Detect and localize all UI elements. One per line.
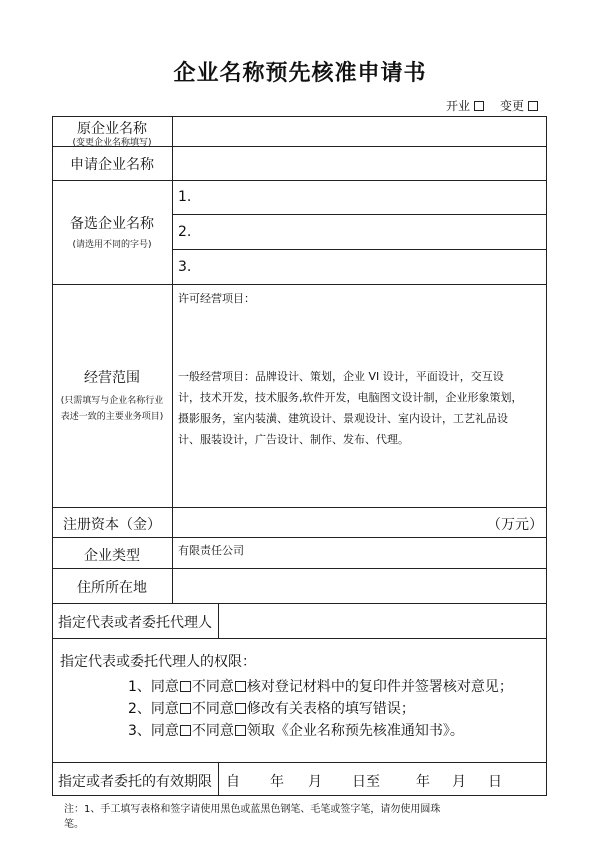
validity-day-2: 日: [488, 774, 502, 790]
change-choice[interactable]: [500, 97, 538, 114]
scope-note-line1: (只需填写与企业名称行业: [60, 396, 164, 406]
validity-day-to: 日至: [352, 774, 380, 790]
capital-unit: （万元）: [487, 517, 543, 533]
validity-from: 自: [226, 774, 240, 790]
alt-names-label: 备选企业名称: [70, 216, 154, 232]
alt-name-field-1[interactable]: 1.: [178, 189, 192, 205]
alt-name-field-2[interactable]: 2.: [178, 224, 192, 240]
licensed-items-label: 许可经营项目：: [178, 292, 255, 305]
agent-label: 指定代表或者委托代理人: [58, 615, 212, 631]
authority-item-3: 3、同意 不同意 领取《企业名称预先核准通知书》。: [128, 723, 464, 739]
scope-note-line2: 表述一致的主要业务项目): [60, 412, 164, 422]
validity-year-1: 年: [270, 774, 284, 790]
company-type-label: 企业类型: [84, 548, 140, 564]
open-choice[interactable]: [446, 97, 484, 114]
open-label: 开业: [446, 99, 471, 113]
original-name-note: (变更企业名称填写): [72, 138, 152, 148]
footnote-line1: 注：1、手工填写表格和签字请使用黑色或蓝黑色钢笔、毛笔或签字笔，请勿使用圆珠: [64, 804, 441, 815]
validity-field[interactable]: [219, 763, 545, 794]
change-label: 变更: [500, 99, 525, 113]
apply-name-field[interactable]: [173, 147, 545, 179]
open-checkbox[interactable]: [474, 101, 484, 111]
scope-label: 经营范围: [84, 370, 140, 386]
validity-month-2: 月: [452, 774, 466, 790]
original-name-field[interactable]: [173, 117, 545, 145]
agree-checkbox-3[interactable]: [180, 725, 191, 736]
company-type-value[interactable]: 有限责任公司: [178, 544, 244, 557]
authority-heading: 指定代表或委托代理人的权限：: [60, 654, 256, 670]
general-items-line1: 一般经营项目：品牌设计、策划，企业 VI 设计，平面设计，交互设: [178, 370, 504, 383]
disagree-checkbox-1[interactable]: [235, 681, 246, 692]
validity-month-1: 月: [308, 774, 322, 790]
validity-label: 指定或者委托的有效期限: [58, 774, 212, 790]
general-items-line4: 计、服装设计，广告设计、制作、发布、代理。: [178, 433, 409, 446]
document-title: 企业名称预先核准申请书: [173, 60, 427, 86]
disagree-checkbox-2[interactable]: [235, 703, 246, 714]
original-name-label: 原企业名称: [77, 121, 147, 137]
capital-label: 注册资本（金）: [63, 517, 161, 533]
footnote-line2: 笔。: [64, 819, 84, 830]
general-items-line3: 摄影服务，室内装潢、建筑设计、景观设计、室内设计，工艺礼品设: [178, 412, 508, 425]
validity-year-2: 年: [416, 774, 430, 790]
authority-item-2: 2、同意 不同意 修改有关表格的填写错误；: [128, 701, 415, 717]
alt-name-field-3[interactable]: 3.: [178, 259, 192, 275]
change-checkbox[interactable]: [528, 101, 538, 111]
agent-field[interactable]: [219, 604, 545, 637]
address-label: 住所所在地: [77, 580, 147, 596]
agree-checkbox-1[interactable]: [180, 681, 191, 692]
general-items-line2: 计，技术开发，技术服务,软件开发，电脑图文设计制，企业形象策划，: [178, 391, 523, 404]
apply-name-label: 申请企业名称: [70, 157, 154, 173]
disagree-checkbox-3[interactable]: [235, 725, 246, 736]
address-field[interactable]: [173, 569, 545, 602]
authority-item-1: 1、同意 不同意 核对登记材料中的复印件并签署核对意见；: [128, 679, 513, 695]
agree-checkbox-2[interactable]: [180, 703, 191, 714]
alt-names-note: (请选用不同的字号): [72, 240, 152, 250]
